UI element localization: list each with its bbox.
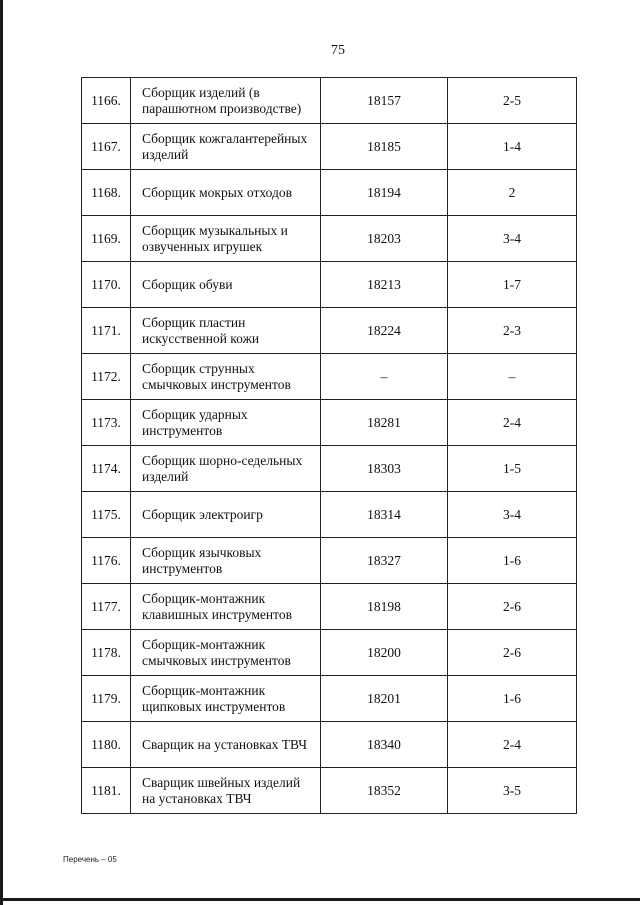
grade-range: 2-6 <box>448 584 577 630</box>
profession-name: Сборщик музыкальных и озвученных игрушек <box>131 216 321 262</box>
grade-range: 1-6 <box>448 538 577 584</box>
profession-code: 18201 <box>321 676 448 722</box>
table-row <box>82 170 577 216</box>
grade-range: 3-4 <box>448 216 577 262</box>
profession-name: Сварщик на установках ТВЧ <box>131 722 321 768</box>
profession-code: 18281 <box>321 400 448 446</box>
row-number: 1180. <box>82 722 131 768</box>
row-number: 1175. <box>82 492 131 538</box>
scan-edge-bottom <box>0 898 640 901</box>
profession-code: 18352 <box>321 768 448 814</box>
table-row <box>82 676 577 722</box>
profession-name: Сборщик-монтажник клавишных инструментов <box>131 584 321 630</box>
table-row <box>82 308 577 354</box>
table-row <box>82 354 577 400</box>
grade-range: 3-4 <box>448 492 577 538</box>
table-row <box>82 538 577 584</box>
grade-range: 1-6 <box>448 676 577 722</box>
table-row <box>82 584 577 630</box>
table-row <box>82 216 577 262</box>
profession-name: Сборщик язычковых инструментов <box>131 538 321 584</box>
row-number: 1176. <box>82 538 131 584</box>
profession-code: 18157 <box>321 78 448 124</box>
table-row <box>82 446 577 492</box>
row-number: 1166. <box>82 78 131 124</box>
profession-code: 18314 <box>321 492 448 538</box>
table-body <box>82 78 577 814</box>
profession-name: Сборщик пластин искусственной кожи <box>131 308 321 354</box>
grade-range: 1-4 <box>448 124 577 170</box>
table-row <box>82 492 577 538</box>
profession-code: 18213 <box>321 262 448 308</box>
profession-name: Сборщик-монтажник смычковых инструментов <box>131 630 321 676</box>
table-row <box>82 124 577 170</box>
scan-edge-left <box>0 0 3 905</box>
table-row <box>82 722 577 768</box>
grade-range: – <box>448 354 577 400</box>
table-row <box>82 400 577 446</box>
profession-code: 18194 <box>321 170 448 216</box>
grade-range: 2-4 <box>448 400 577 446</box>
profession-code: 18203 <box>321 216 448 262</box>
grade-range: 1-5 <box>448 446 577 492</box>
profession-code: 18224 <box>321 308 448 354</box>
grade-range: 2-4 <box>448 722 577 768</box>
footer-label: Перечень – 05 <box>63 855 117 864</box>
row-number: 1171. <box>82 308 131 354</box>
row-number: 1177. <box>82 584 131 630</box>
profession-name: Сборщик струнных смычковых инструментов <box>131 354 321 400</box>
profession-name: Сборщик кожгалантерейных изделий <box>131 124 321 170</box>
profession-name: Сборщик шорно-седельных изделий <box>131 446 321 492</box>
profession-code: 18340 <box>321 722 448 768</box>
grade-range: 3-5 <box>448 768 577 814</box>
profession-name: Сборщик изделий (в парашютном производстве) <box>131 78 321 124</box>
grade-range: 2 <box>448 170 577 216</box>
row-number: 1168. <box>82 170 131 216</box>
row-number: 1170. <box>82 262 131 308</box>
table-row <box>82 768 577 814</box>
table-row <box>82 78 577 124</box>
row-number: 1167. <box>82 124 131 170</box>
profession-name: Сборщик ударных инструментов <box>131 400 321 446</box>
row-number: 1179. <box>82 676 131 722</box>
grade-range: 2-6 <box>448 630 577 676</box>
row-number: 1173. <box>82 400 131 446</box>
row-number: 1169. <box>82 216 131 262</box>
grade-range: 1-7 <box>448 262 577 308</box>
grade-range: 2-5 <box>448 78 577 124</box>
profession-name: Сборщик обуви <box>131 262 321 308</box>
profession-code: – <box>321 354 448 400</box>
profession-table <box>81 77 577 814</box>
profession-name: Сварщик швейных изделий на установках ТВЧ <box>131 768 321 814</box>
profession-name: Сборщик мокрых отходов <box>131 170 321 216</box>
profession-name: Сборщик электроигр <box>131 492 321 538</box>
table-row <box>82 262 577 308</box>
profession-code: 18303 <box>321 446 448 492</box>
profession-code: 18198 <box>321 584 448 630</box>
row-number: 1178. <box>82 630 131 676</box>
profession-code: 18327 <box>321 538 448 584</box>
row-number: 1181. <box>82 768 131 814</box>
grade-range: 2-3 <box>448 308 577 354</box>
profession-code: 18200 <box>321 630 448 676</box>
row-number: 1172. <box>82 354 131 400</box>
table-row <box>82 630 577 676</box>
page-number: 75 <box>331 43 345 58</box>
row-number: 1174. <box>82 446 131 492</box>
profession-code: 18185 <box>321 124 448 170</box>
profession-name: Сборщик-монтажник щипковых инструментов <box>131 676 321 722</box>
